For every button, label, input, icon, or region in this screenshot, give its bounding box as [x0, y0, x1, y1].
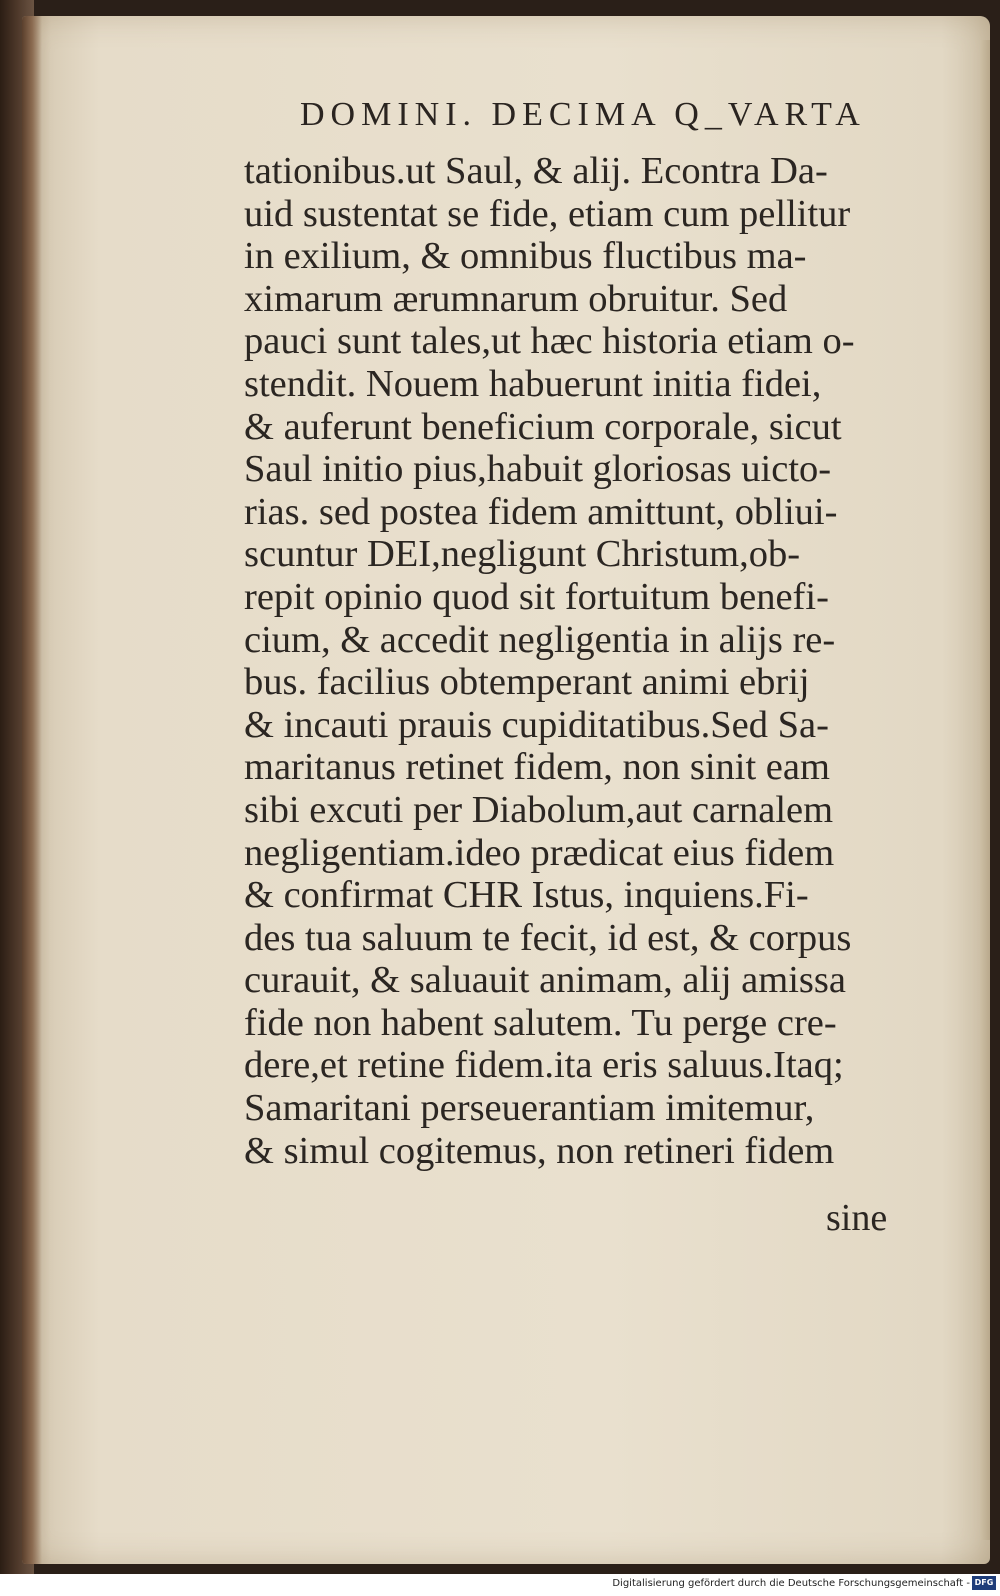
- text-line: Samaritani perseuerantiam imitemur,: [244, 1087, 815, 1130]
- text-line: & incauti prauis cupiditatibus.Sed Sa-: [244, 703, 829, 746]
- text-line: repit opinio quod sit fortuitum benefi-: [244, 575, 829, 618]
- text-line: rias. sed postea fidem amittunt, obliui-: [244, 490, 838, 533]
- text-line: maritanus retinet fidem, non sinit eam: [244, 746, 830, 789]
- running-head: DOMINI. DECIMA Q_VARTA: [300, 96, 866, 133]
- text-line: sibi excuti per Diabolum,aut carnalem: [244, 788, 834, 831]
- page-fore-edge: [980, 40, 990, 1540]
- text-line: ximarum ærumnarum obruitur. Sed: [244, 277, 788, 320]
- text-line: & simul cogitemus, non retineri fidem: [244, 1129, 835, 1172]
- text-line: negligentiam.ideo prædicat eius fidem: [244, 831, 835, 874]
- text-line: Saul initio pius,habuit gloriosas uicto-: [244, 448, 832, 491]
- text-line: cium, & accedit negligentia in alijs re-: [244, 618, 836, 661]
- text-line: uid sustentat se fide, etiam cum pellitur: [244, 192, 851, 235]
- page-gutter-shadow: [22, 16, 42, 1564]
- catchword: sine: [826, 1197, 888, 1239]
- text-line: & confirmat CHR Istus, inquiens.Fi-: [244, 874, 809, 917]
- text-line: tationibus.ut Saul, & alij. Econtra Da-: [244, 150, 828, 192]
- text-line: scuntur DEI,negligunt Christum,ob-: [244, 533, 801, 576]
- text-line: dere,et retine fidem.ita eris saluus.Itaq;: [244, 1044, 844, 1087]
- funding-credit: Digitalisierung gefördert durch die Deutsche Forschungsgemeinschaft -: [612, 1578, 970, 1589]
- dfg-logo-icon: DFG: [972, 1576, 996, 1590]
- text-line: in exilium, & omnibus fluctibus ma-: [244, 235, 807, 278]
- text-line: bus. facilius obtemperant animi ebrij: [244, 661, 810, 704]
- text-line: pauci sunt tales,ut hæc historia etiam o-: [244, 320, 855, 363]
- text-line: curauit, & saluauit animam, alij amissa: [244, 959, 846, 1002]
- body-text: [244, 150, 924, 1172]
- text-line: fide non habent salutem. Tu perge cre-: [244, 1001, 837, 1044]
- text-line: des tua saluum te fecit, id est, & corpus: [244, 916, 852, 959]
- text-line: & auferunt beneficium corporale, sicut: [244, 405, 842, 448]
- text-line: stendit. Nouem habuerunt initia fidei,: [244, 362, 822, 405]
